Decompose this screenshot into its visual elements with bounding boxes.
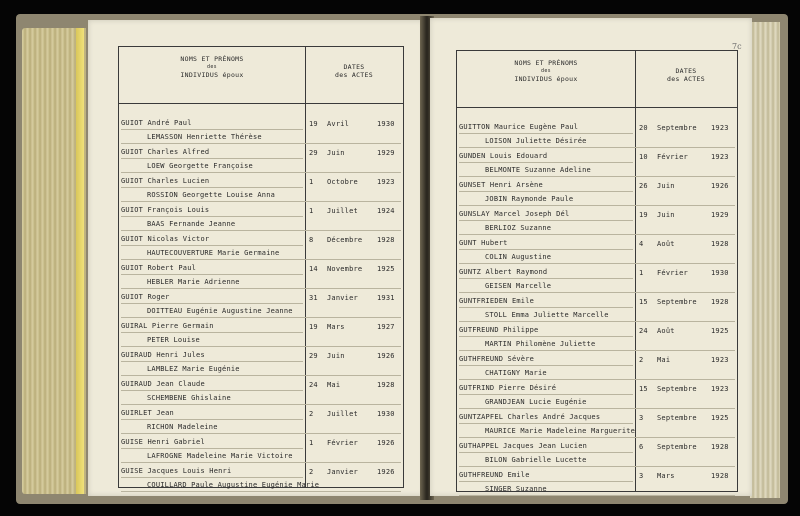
ruled-line — [121, 317, 401, 318]
wife-name: STOLL Emma Juliette Marcelle — [485, 311, 609, 319]
date-year: 1923 — [711, 124, 729, 132]
wife-name: MAURICE Marie Madeleine Marguerite — [485, 427, 636, 435]
date-year: 1925 — [711, 327, 729, 335]
ruled-line — [121, 332, 303, 333]
wife-name: BAAS Fernande Jeanne — [147, 220, 236, 228]
date-year: 1926 — [377, 439, 395, 447]
husband-name: GUNTZ Albert Raymond — [459, 268, 548, 276]
date-year: 1928 — [711, 240, 729, 248]
husband-name: GUIRLET Jean — [121, 409, 174, 417]
ruled-line — [459, 263, 735, 264]
ruled-line — [121, 158, 303, 159]
ruled-line — [121, 477, 303, 478]
right-page-edges — [750, 22, 780, 498]
date-day: 29 — [309, 352, 318, 360]
date-year: 1923 — [711, 385, 729, 393]
husband-name: GUTHFREUND Sévère — [459, 355, 535, 363]
date-year: 1928 — [711, 298, 729, 306]
date-month: Mai — [657, 356, 671, 364]
wife-name: GEISEN Marcelle — [485, 282, 552, 290]
ruled-line — [121, 303, 303, 304]
date-month: Février — [657, 153, 688, 161]
date-day: 2 — [639, 356, 644, 364]
husband-name: GUNSLAY Marcel Joseph Dél — [459, 210, 570, 218]
date-month: Janvier — [327, 468, 358, 476]
wife-name: GRANDJEAN Lucie Eugénie — [485, 398, 587, 406]
ruled-line — [459, 147, 735, 148]
wife-name: COLIN Augustine — [485, 253, 552, 261]
wife-name: SCHEMBENE Ghislaine — [147, 394, 231, 402]
date-month: Avril — [327, 120, 350, 128]
ruled-line — [121, 462, 401, 463]
date-day: 19 — [309, 120, 318, 128]
ruled-line — [121, 433, 401, 434]
date-month: Juillet — [327, 207, 358, 215]
ruled-line — [459, 278, 633, 279]
date-month: Mars — [657, 472, 675, 480]
husband-name: GUISE Jacques Louis Henri — [121, 467, 232, 475]
wife-name: CHATIGNY Marie — [485, 369, 547, 377]
date-year: 1930 — [377, 410, 395, 418]
ruled-line — [121, 390, 303, 391]
date-year: 1928 — [711, 443, 729, 451]
names-des: des — [541, 68, 551, 74]
husband-name: GUTHAPPEL Jacques Jean Lucien — [459, 442, 588, 450]
date-year: 1926 — [377, 352, 395, 360]
date-day: 19 — [639, 211, 648, 219]
husband-name: GUIOT Charles Lucien — [121, 177, 210, 185]
husband-name: GUTFREUND Philippe — [459, 326, 539, 334]
ruled-line — [121, 346, 401, 347]
names-title: NOMS ET PRÉNOMS — [514, 59, 578, 67]
wife-name: COUILLARD Paule Augustine Eugénie Marie — [147, 481, 320, 489]
dates-title: DATES — [675, 67, 697, 75]
date-month: Novembre — [327, 265, 363, 273]
date-month: Août — [657, 240, 675, 248]
ruled-line — [459, 437, 735, 438]
wife-name: HAUTECOUVERTURE Marie Germaine — [147, 249, 280, 257]
date-day: 3 — [639, 472, 644, 480]
date-year: 1925 — [377, 265, 395, 273]
date-month: Septembre — [657, 385, 697, 393]
names-header — [119, 55, 305, 79]
ruled-line — [459, 394, 633, 395]
date-month: Septembre — [657, 298, 697, 306]
ruled-line — [121, 201, 401, 202]
date-month: Septembre — [657, 443, 697, 451]
date-month: Juin — [327, 352, 345, 360]
date-year: 1927 — [377, 323, 395, 331]
column-divider — [635, 51, 636, 491]
date-year: 1930 — [377, 120, 395, 128]
ruled-line — [121, 172, 401, 173]
date-year: 1925 — [711, 414, 729, 422]
husband-name: GUIRAUD Henri Jules — [121, 351, 205, 359]
husband-name: GUITTON Maurice Eugène Paul — [459, 123, 579, 131]
date-day: 24 — [309, 381, 318, 389]
date-month: Février — [327, 439, 358, 447]
date-day: 6 — [639, 443, 644, 451]
ruled-line — [459, 307, 633, 308]
husband-name: GUIOT André Paul — [121, 119, 192, 127]
dates-sub: des ACTES — [335, 71, 373, 79]
date-day: 10 — [639, 153, 648, 161]
wife-name: LAFROGNE Madeleine Marie Victoire — [147, 452, 293, 460]
husband-name: GUIOT Roger — [121, 293, 170, 301]
page-number-note: 7c — [732, 42, 742, 51]
wife-name: DOITTEAU Eugénie Augustine Jeanne — [147, 307, 293, 315]
header-divider — [457, 107, 737, 108]
husband-name: GUTFRIND Pierre Désiré — [459, 384, 557, 392]
wife-name: BILON Gabrielle Lucette — [485, 456, 587, 464]
date-month: Décembre — [327, 236, 363, 244]
ruled-line — [121, 129, 303, 130]
dates-header — [635, 67, 737, 83]
date-month: Septembre — [657, 414, 697, 422]
right-register-table — [456, 50, 738, 492]
date-month: Septembre — [657, 124, 697, 132]
wife-name: SINGER Suzanne — [485, 485, 547, 493]
date-month: Août — [657, 327, 675, 335]
header-divider — [119, 103, 403, 104]
date-month: Mars — [327, 323, 345, 331]
gilt-edge — [76, 28, 84, 494]
date-month: Juin — [327, 149, 345, 157]
names-title: NOMS ET PRÉNOMS — [180, 55, 244, 63]
wife-name: ROSSION Georgette Louise Anna — [147, 191, 276, 199]
date-day: 31 — [309, 294, 318, 302]
ruled-line — [459, 205, 735, 206]
ruled-line — [459, 350, 735, 351]
date-year: 1930 — [711, 269, 729, 277]
left-page — [88, 20, 424, 496]
ruled-line — [121, 216, 303, 217]
date-day: 3 — [639, 414, 644, 422]
date-month: Juin — [657, 182, 675, 190]
ruled-line — [459, 220, 633, 221]
ruled-line — [121, 245, 303, 246]
date-day: 1 — [309, 207, 314, 215]
date-year: 1928 — [377, 236, 395, 244]
ruled-line — [459, 162, 633, 163]
names-sub: INDIVIDUS époux — [180, 71, 244, 79]
ruled-line — [459, 234, 735, 235]
wife-name: MARTIN Philomène Juliette — [485, 340, 596, 348]
ruled-line — [459, 336, 633, 337]
husband-name: GUTHFREUND Emile — [459, 471, 530, 479]
date-day: 20 — [639, 124, 648, 132]
date-year: 1931 — [377, 294, 395, 302]
ruled-line — [121, 143, 401, 144]
wife-name: JOBIN Raymonde Paule — [485, 195, 574, 203]
wife-name: BERLIOZ Suzanne — [485, 224, 552, 232]
date-year: 1924 — [377, 207, 395, 215]
ruled-line — [459, 321, 735, 322]
ruled-line — [459, 452, 633, 453]
wife-name: RICHON Madeleine — [147, 423, 218, 431]
names-header — [457, 59, 635, 83]
ruled-line — [121, 288, 401, 289]
ruled-line — [121, 361, 303, 362]
husband-name: GUISE Henri Gabriel — [121, 438, 205, 446]
ruled-line — [459, 379, 735, 380]
ruled-line — [121, 404, 401, 405]
date-day: 1 — [639, 269, 644, 277]
left-page-edges — [22, 28, 86, 494]
date-month: Juin — [657, 211, 675, 219]
husband-name: GUIRAUD Jean Claude — [121, 380, 205, 388]
date-day: 26 — [639, 182, 648, 190]
ruled-line — [459, 481, 633, 482]
date-day: 8 — [309, 236, 314, 244]
husband-name: GUNTZAPFEL Charles André Jacques — [459, 413, 601, 421]
ruled-line — [459, 191, 633, 192]
wife-name: PETER Louise — [147, 336, 200, 344]
ruled-line — [459, 249, 633, 250]
date-day: 15 — [639, 298, 648, 306]
date-day: 24 — [639, 327, 648, 335]
husband-name: GUIOT Nicolas Victor — [121, 235, 210, 243]
date-month: Mai — [327, 381, 341, 389]
date-day: 1 — [309, 439, 314, 447]
ruled-line — [459, 365, 633, 366]
ruled-line — [459, 408, 735, 409]
wife-name: HEBLER Marie Adrienne — [147, 278, 240, 286]
date-day: 1 — [309, 178, 314, 186]
husband-name: GUIRAL Pierre Germain — [121, 322, 214, 330]
right-page — [430, 18, 752, 496]
husband-name: GUIOT François Louis — [121, 206, 210, 214]
date-year: 1928 — [711, 472, 729, 480]
ruled-line — [121, 491, 401, 492]
date-year: 1926 — [377, 468, 395, 476]
ruled-line — [121, 448, 303, 449]
names-sub: INDIVIDUS époux — [514, 75, 578, 83]
wife-name: LEMASSON Henriette Thérèse — [147, 133, 262, 141]
ruled-line — [459, 292, 735, 293]
date-month: Octobre — [327, 178, 358, 186]
wife-name: LOEW Georgette Françoise — [147, 162, 253, 170]
date-year: 1929 — [377, 149, 395, 157]
wife-name: BELMONTE Suzanne Adeline — [485, 166, 591, 174]
dates-sub: des ACTES — [667, 75, 705, 83]
husband-name: GUNSET Henri Arsène — [459, 181, 543, 189]
date-year: 1929 — [711, 211, 729, 219]
ruled-line — [459, 133, 633, 134]
date-day: 4 — [639, 240, 644, 248]
ruled-line — [121, 375, 401, 376]
date-year: 1923 — [377, 178, 395, 186]
dates-title: DATES — [343, 63, 365, 71]
date-day: 2 — [309, 468, 314, 476]
husband-name: GUNDEN Louis Edouard — [459, 152, 548, 160]
date-day: 19 — [309, 323, 318, 331]
ruled-line — [459, 423, 633, 424]
date-year: 1923 — [711, 356, 729, 364]
husband-name: GUIOT Robert Paul — [121, 264, 197, 272]
ruled-line — [121, 230, 401, 231]
ruled-line — [459, 495, 735, 496]
ruled-line — [459, 466, 735, 467]
dates-header — [305, 63, 403, 79]
husband-name: GUNT Hubert — [459, 239, 508, 247]
left-register-table — [118, 46, 404, 488]
wife-name: LOISON Juliette Désirée — [485, 137, 587, 145]
wife-name: LAMBLEZ Marie Eugénie — [147, 365, 240, 373]
date-year: 1923 — [711, 153, 729, 161]
date-day: 2 — [309, 410, 314, 418]
husband-name: GUIOT Charles Alfred — [121, 148, 210, 156]
ruled-line — [121, 187, 303, 188]
date-day: 15 — [639, 385, 648, 393]
column-divider — [305, 47, 306, 487]
names-des: des — [207, 64, 217, 70]
date-day: 29 — [309, 149, 318, 157]
ruled-line — [121, 419, 303, 420]
date-year: 1928 — [377, 381, 395, 389]
date-month: Janvier — [327, 294, 358, 302]
date-month: Juillet — [327, 410, 358, 418]
ruled-line — [121, 259, 401, 260]
husband-name: GUNTFRIEDEN Emile — [459, 297, 535, 305]
ruled-line — [459, 176, 735, 177]
ruled-line — [121, 274, 303, 275]
date-month: Février — [657, 269, 688, 277]
date-day: 14 — [309, 265, 318, 273]
date-year: 1926 — [711, 182, 729, 190]
